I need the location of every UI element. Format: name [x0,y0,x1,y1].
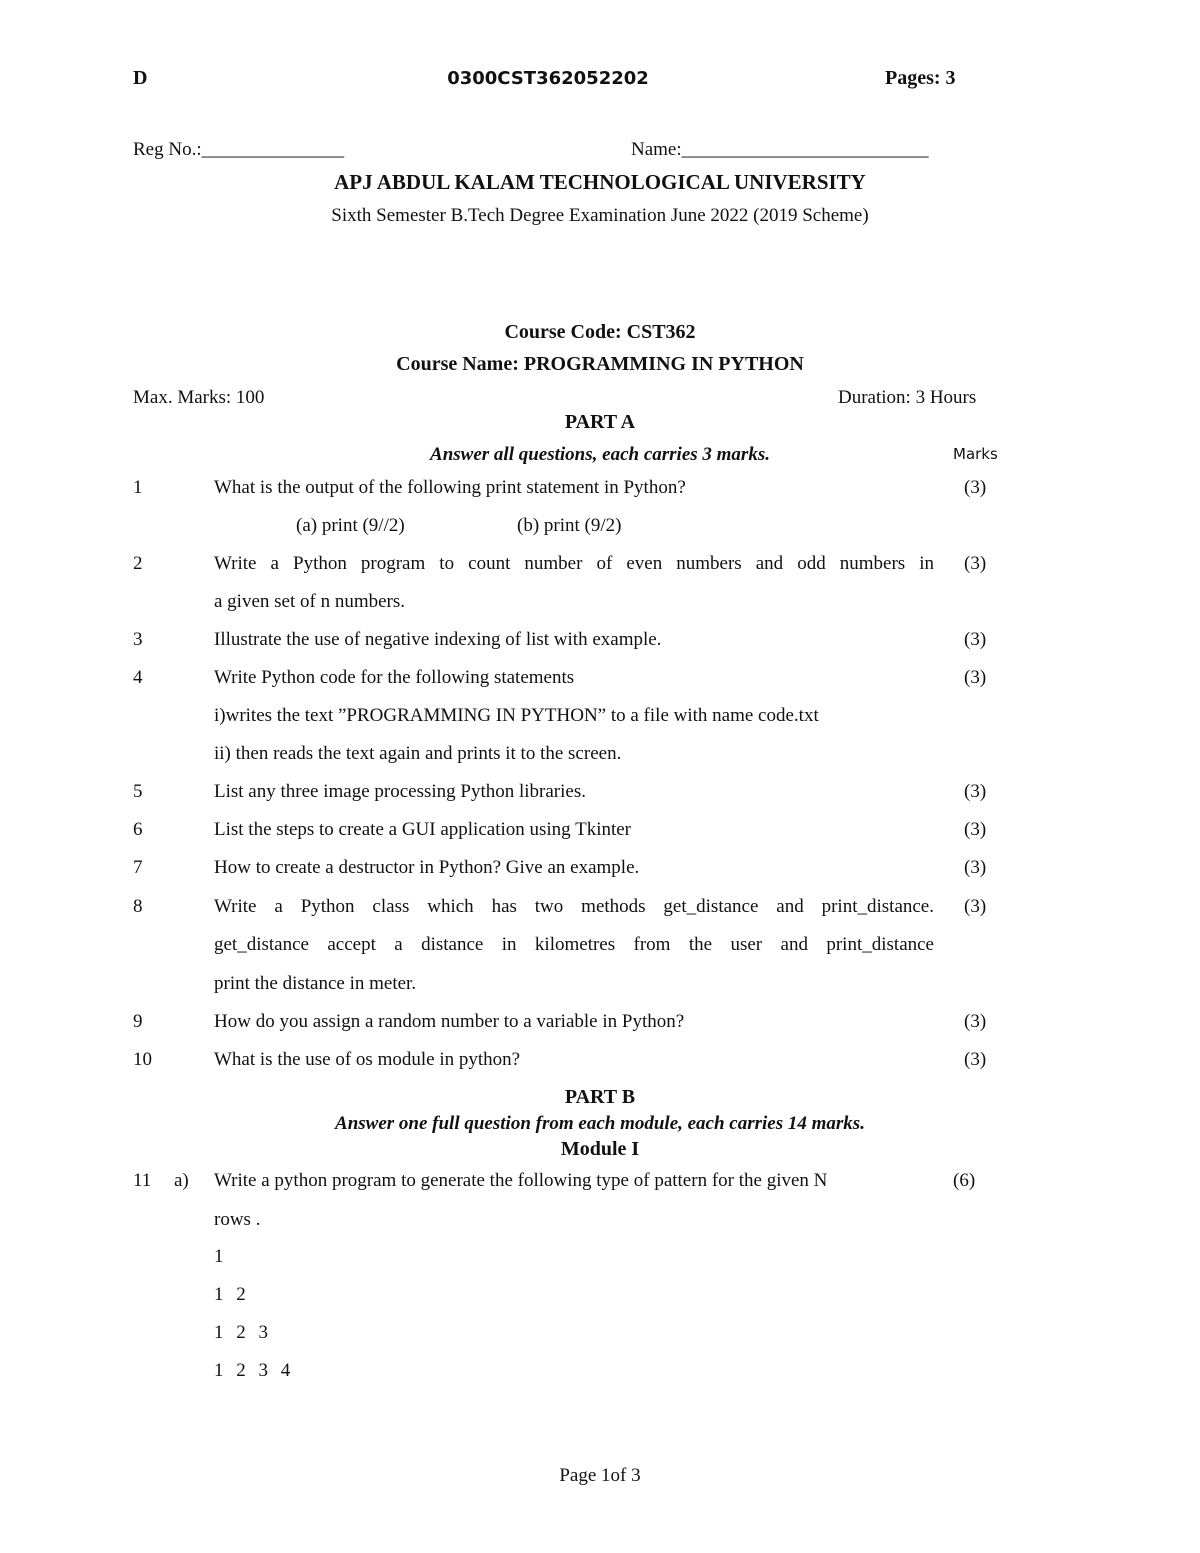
question-text: Write a Python class which has two methods get_distance and print_distance. [214,896,934,917]
paper-code: 0300CST362052202 [447,68,649,89]
question-number: 11 [133,1170,152,1191]
question-text: rows . [214,1209,261,1230]
question-text: How to create a destructor in Python? Give an example. [214,857,640,878]
part-a-title: PART A [564,411,636,433]
question-mark: (3) [964,781,987,802]
question-mark: (3) [964,896,987,917]
set-label: D [133,67,148,89]
question-text: What is the use of os module in python? [214,1049,521,1070]
question-text: i)writes the text ”PROGRAMMING IN PYTHON” to a file with name code.txt [214,705,819,726]
module-title: Module I [560,1138,640,1160]
pattern-row: 1 2 [214,1284,246,1305]
question-mark: (3) [964,1011,987,1032]
part-b-instruction: Answer one full question from each module, each carries 14 marks. [335,1113,865,1134]
question-number: 3 [133,629,143,650]
question-text: Write Python code for the following statements [214,667,575,688]
question-text: List the steps to create a GUI application using Tkinter [214,819,632,840]
question-text: What is the output of the following print statement in Python? [214,477,686,498]
question-text: Write a python program to generate the following type of pattern for the given N [214,1170,828,1191]
question-mark: (6) [953,1170,976,1191]
pattern-row: 1 [214,1246,224,1267]
question-text: How do you assign a random number to a variable in Python? [214,1011,685,1032]
course-code: Course Code: CST362 [504,321,696,343]
question-number: 1 [133,477,143,498]
university-name: APJ ABDUL KALAM TECHNOLOGICAL UNIVERSITY [334,170,866,194]
question-number: 4 [133,667,143,688]
pattern-row: 1 2 3 [214,1322,268,1343]
part-b-title: PART B [564,1086,636,1108]
question-number: 5 [133,781,143,802]
question-mark: (3) [964,629,987,650]
question-mark: (3) [964,477,987,498]
option-b: (b) print (9/2) [517,515,622,536]
question-number: 8 [133,896,143,917]
part-a-instruction: Answer all questions, each carries 3 marks. [430,444,770,465]
question-mark: (3) [964,819,987,840]
question-text: Write a Python program to count number of even numbers and odd numbers in [214,553,934,574]
page-count: Pages: 3 [885,67,956,89]
question-text: print the distance in meter. [214,973,417,994]
name-field: Name:__________________________ [631,139,929,160]
marks-header: Marks [953,445,998,463]
exam-title: Sixth Semester B.Tech Degree Examination June 2022 (2019 Scheme) [331,205,869,226]
question-mark: (3) [964,553,987,574]
question-number: 2 [133,553,143,574]
option-a: (a) print (9//2) [296,515,405,536]
question-mark: (3) [964,1049,987,1070]
question-number: 6 [133,819,143,840]
sub-question-label: a) [174,1170,189,1191]
question-text: Illustrate the use of negative indexing of list with example. [214,629,662,650]
reg-no-field: Reg No.:_______________ [133,139,345,160]
question-mark: (3) [964,857,987,878]
max-marks: Max. Marks: 100 [133,387,265,408]
pattern-row: 1 2 3 4 [214,1360,291,1381]
question-number: 10 [133,1049,152,1070]
page-footer: Page 1of 3 [559,1465,641,1486]
question-text: List any three image processing Python libraries. [214,781,586,802]
question-mark: (3) [964,667,987,688]
question-number: 7 [133,857,143,878]
duration: Duration: 3 Hours [838,387,977,408]
course-name: Course Name: PROGRAMMING IN PYTHON [396,353,804,375]
question-text: get_distance accept a distance in kilometres from the user and print_distance [214,934,934,955]
question-text: ii) then reads the text again and prints it to the screen. [214,743,622,764]
question-text: a given set of n numbers. [214,591,406,612]
question-number: 9 [133,1011,143,1032]
